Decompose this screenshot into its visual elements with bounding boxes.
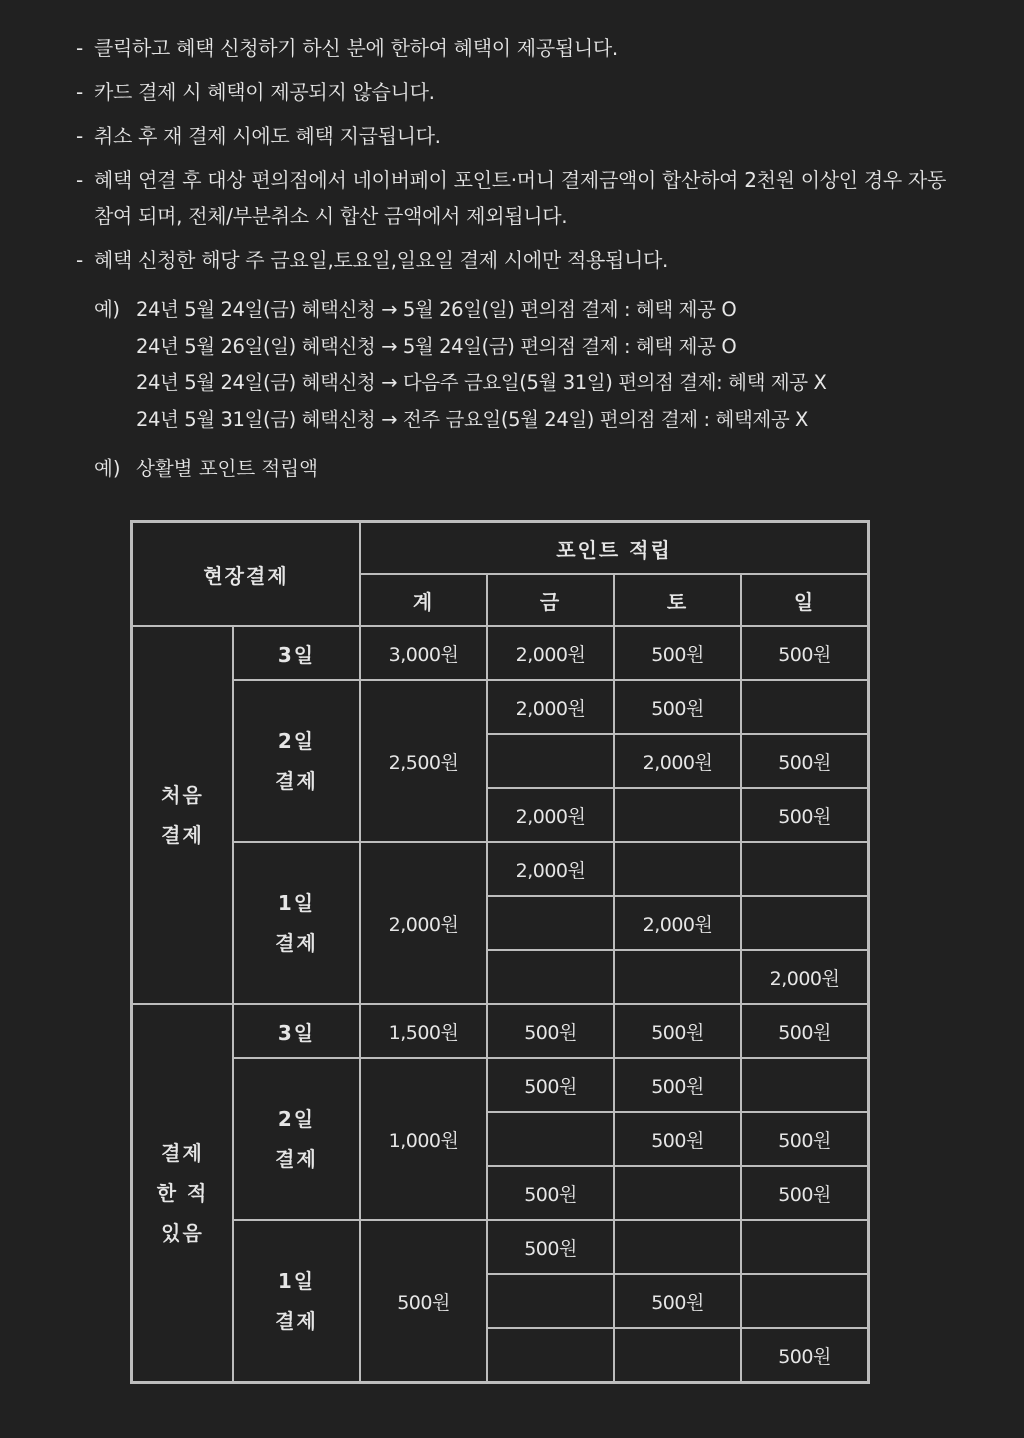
cell-sat: 2,000원 [614,734,741,788]
cell-sun [741,680,868,734]
cell-total: 1,000원 [360,1058,487,1220]
row-label-2d: 2일 결제 [233,680,360,842]
cell-sun [741,1220,868,1274]
cell-sat: 2,000원 [614,896,741,950]
example-line [94,365,826,402]
cell-sat: 500원 [614,1004,741,1058]
note-text: 카드 결제 시 혜택이 제공되지 않습니다. [94,80,435,104]
row-label-2d: 2일 결제 [233,1058,360,1220]
cell-sun [741,1058,868,1112]
cell-sun: 500원 [741,1112,868,1166]
example-prefix: 예) [94,298,120,321]
cell-fri: 2,000원 [487,842,614,896]
cell-sun [741,1274,868,1328]
cell-fri: 500원 [487,1004,614,1058]
cell-fri [487,734,614,788]
cell-fri [487,896,614,950]
cell-fri: 2,000원 [487,626,614,680]
example-line [94,292,826,329]
cell-sun: 2,000원 [741,950,868,1004]
table-row [132,842,868,896]
points-table [130,520,870,1384]
dash: - [76,248,83,272]
cell-sat [614,1328,741,1382]
row-label-1d: 1일 결제 [233,842,360,1004]
example-text: 24년 5월 24일(금) 혜택신청 → 5월 26일(일) 편의점 결제 : 혜택 제공 O [136,298,737,321]
row-label-3d: 3일 [233,1004,360,1058]
cell-fri [487,1112,614,1166]
cell-sun: 500원 [741,1166,868,1220]
cell-total: 2,000원 [360,842,487,1004]
note-text: 혜택 신청한 해당 주 금요일,토요일,일요일 결제 시에만 적용됩니다. [94,248,669,272]
example-text: 24년 5월 24일(금) 혜택신청 → 다음주 금요일(5월 31일) 편의점 결제: 혜택 제공 X [136,371,827,394]
cell-total: 3,000원 [360,626,487,680]
table-row [132,1004,868,1058]
cell-fri: 2,000원 [487,788,614,842]
table-row [132,1220,868,1274]
cell-total: 1,500원 [360,1004,487,1058]
cell-fri: 500원 [487,1220,614,1274]
cell-fri: 500원 [487,1058,614,1112]
cell-sun: 500원 [741,1004,868,1058]
dash: - [76,36,83,60]
cell-fri [487,950,614,1004]
cell-sat: 500원 [614,1274,741,1328]
cell-fri: 2,000원 [487,680,614,734]
header-payment: 현장결제 [132,522,360,626]
cell-sun [741,842,868,896]
example-prefix: 예) [94,457,121,480]
cell-sat [614,1220,741,1274]
note-item [76,242,956,278]
row-label-3d: 3일 [233,626,360,680]
header-points: 포인트 적립 [360,522,868,574]
dash: - [76,124,83,148]
table-row [132,680,868,734]
cell-sun: 500원 [741,1328,868,1382]
cell-sat: 500원 [614,680,741,734]
header-fri: 금 [487,574,614,626]
examples-block [94,292,826,438]
header-sat: 토 [614,574,741,626]
example-line [94,329,826,366]
note-text: 혜택 연결 후 대상 편의점에서 네이버페이 포인트·머니 결제금액이 합산하여 2천원 이상인 경우 자동 참여 되며, 전체/부분취소 시 합산 금액에서 제외됩니다. [94,168,946,228]
cell-total: 2,500원 [360,680,487,842]
cell-sun: 500원 [741,788,868,842]
table-row [132,626,868,680]
group-label-first: 처음 결제 [132,626,233,1004]
cell-sat: 500원 [614,1112,741,1166]
table-row [132,1058,868,1112]
example-line [94,402,826,439]
notes-list [76,30,956,286]
header-total: 계 [360,574,487,626]
note-item [76,74,956,110]
cell-sat [614,950,741,1004]
cell-sat [614,1166,741,1220]
table-header-row [132,522,868,574]
cell-fri [487,1274,614,1328]
cell-sat: 500원 [614,626,741,680]
example-text: 상활별 포인트 적립액 [136,457,318,480]
cell-sun: 500원 [741,626,868,680]
row-label-1d: 1일 결제 [233,1220,360,1382]
cell-sun: 500원 [741,734,868,788]
dash: - [76,80,83,104]
note-item [76,162,956,234]
note-text: 취소 후 재 결제 시에도 혜택 지급됩니다. [94,124,441,148]
cell-fri [487,1328,614,1382]
example-text: 24년 5월 31일(금) 혜택신청 → 전주 금요일(5월 24일) 편의점 결제 : 혜택제공 X [136,407,809,431]
example-text: 24년 5월 26일(일) 혜택신청 → 5월 24일(금) 편의점 결제 : 혜택 제공 O [136,334,737,358]
note-item [76,30,956,66]
cell-sat [614,842,741,896]
dash: - [76,168,83,192]
note-item [76,118,956,154]
cell-total: 500원 [360,1220,487,1382]
example-points-caption [94,451,318,487]
group-label-paid-before: 결제 한 적 있음 [132,1004,233,1382]
note-text: 클릭하고 혜택 신청하기 하신 분에 한하여 혜택이 제공됩니다. [94,36,618,60]
cell-sun [741,896,868,950]
header-sun: 일 [741,574,868,626]
cell-sat [614,788,741,842]
cell-fri: 500원 [487,1166,614,1220]
cell-sat: 500원 [614,1058,741,1112]
